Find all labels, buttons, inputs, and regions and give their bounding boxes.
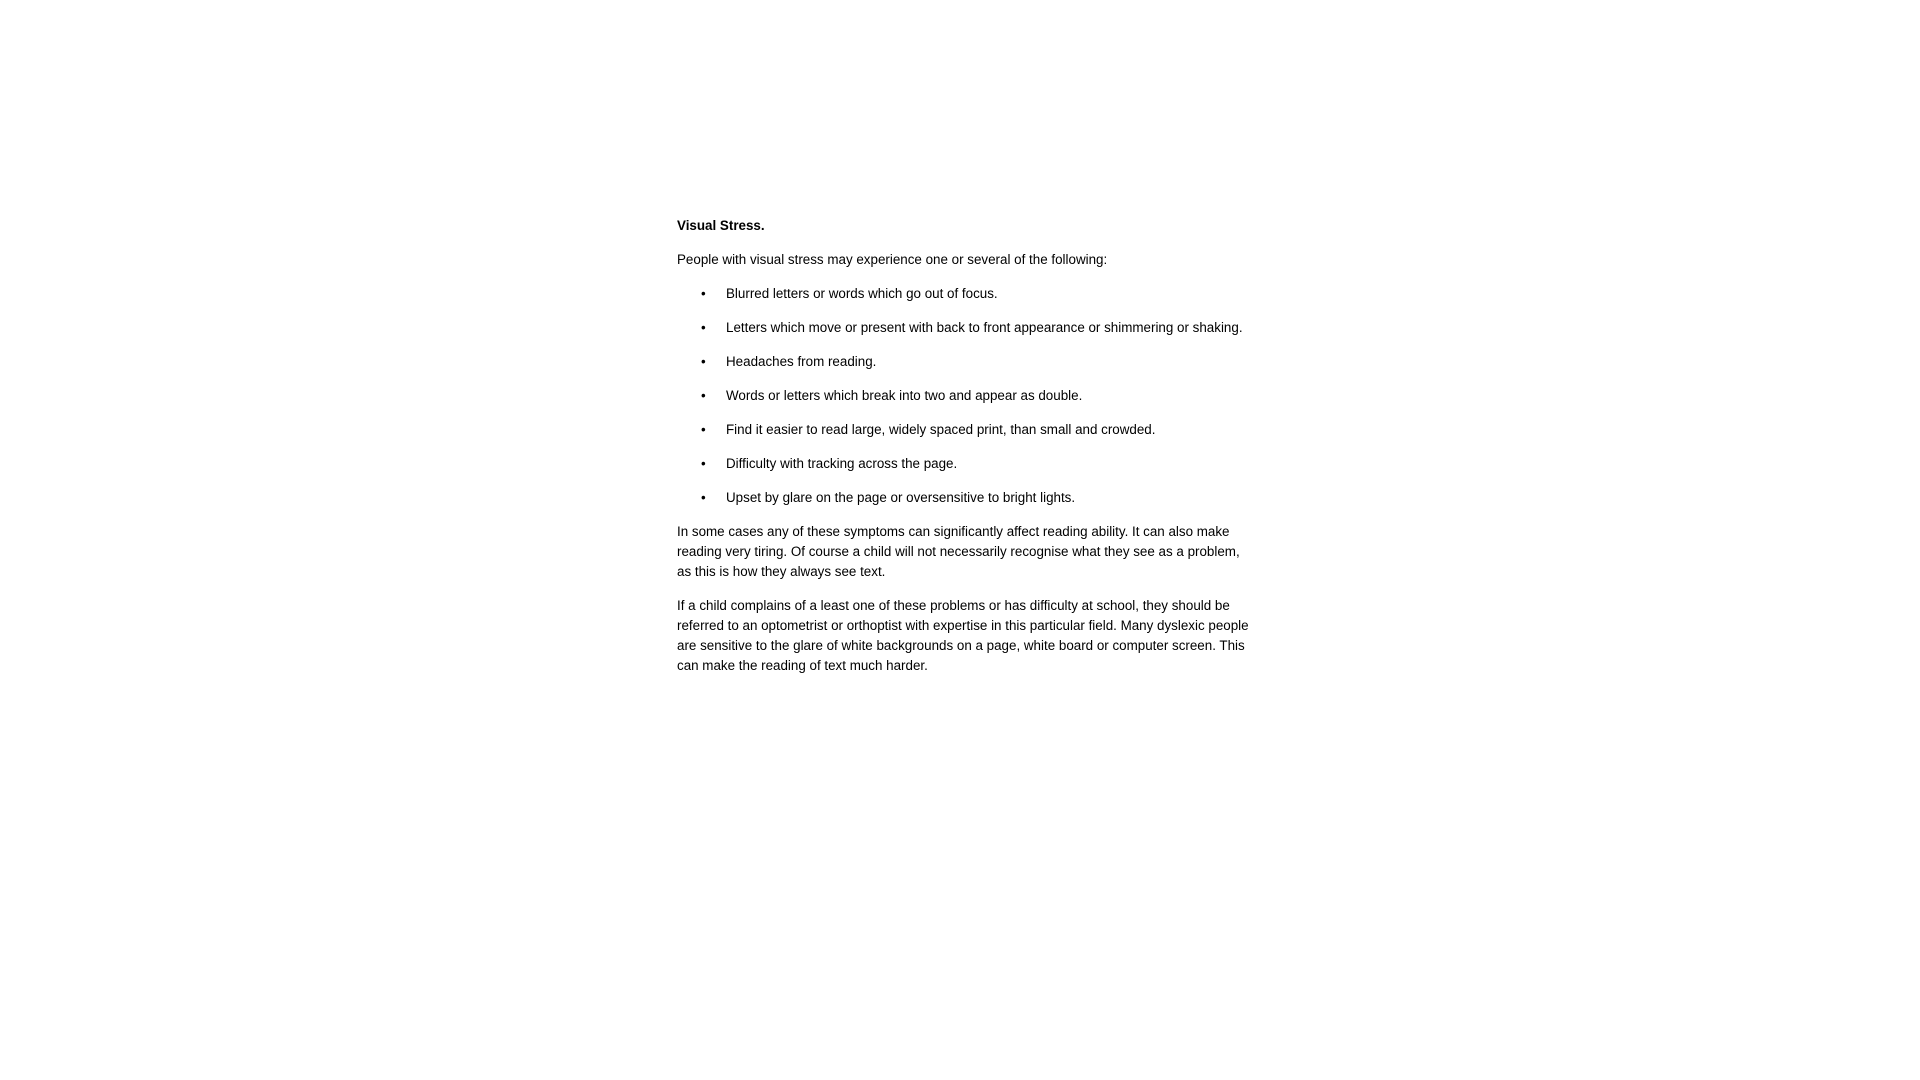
list-item-text: Difficulty with tracking across the page. xyxy=(726,456,958,471)
list-item xyxy=(677,352,1246,372)
list-item-text: Upset by glare on the page or oversensitive to bright lights. xyxy=(726,490,1076,505)
list-item xyxy=(677,284,1246,304)
list-item-text: Headaches from reading. xyxy=(726,354,877,369)
list-item xyxy=(677,454,1246,474)
list-item xyxy=(677,318,1246,338)
document-title: Visual Stress. xyxy=(677,218,765,233)
list-item xyxy=(677,386,1246,406)
symptom-list xyxy=(677,284,1257,508)
list-item-text: Letters which move or present with back to front appearance or shimmering or shaking. xyxy=(726,320,1243,335)
document-page xyxy=(677,216,1257,690)
body-paragraph: If a child complains of a least one of these problems or has difficulty at school, they should be referred to an optometrist or orthoptist with expertise in this particular field. Many dyslexic people are sensitive to the glare of white backgrounds on a page, white board or computer screen. This can make the reading of text much harder. xyxy=(677,598,1249,673)
body-paragraph: In some cases any of these symptoms can significantly affect reading ability. It can also make reading very tiring. Of course a child will not necessarily recognise what they see as a problem, as this is how they always see text. xyxy=(677,524,1240,579)
bullet-icon: • xyxy=(701,422,706,437)
bullet-icon: • xyxy=(701,286,706,301)
bullet-icon: • xyxy=(701,354,706,369)
bullet-icon: • xyxy=(701,388,706,403)
list-item-text: Words or letters which break into two and appear as double. xyxy=(726,388,1083,403)
list-item-text: Find it easier to read large, widely spaced print, than small and crowded. xyxy=(726,422,1156,437)
list-item-text: Blurred letters or words which go out of focus. xyxy=(726,286,998,301)
bullet-icon: • xyxy=(701,320,706,335)
bullet-icon: • xyxy=(701,490,706,505)
list-item xyxy=(677,488,1246,508)
intro-paragraph: People with visual stress may experience one or several of the following: xyxy=(677,252,1108,267)
bullet-icon: • xyxy=(701,456,706,471)
list-item xyxy=(677,420,1246,440)
